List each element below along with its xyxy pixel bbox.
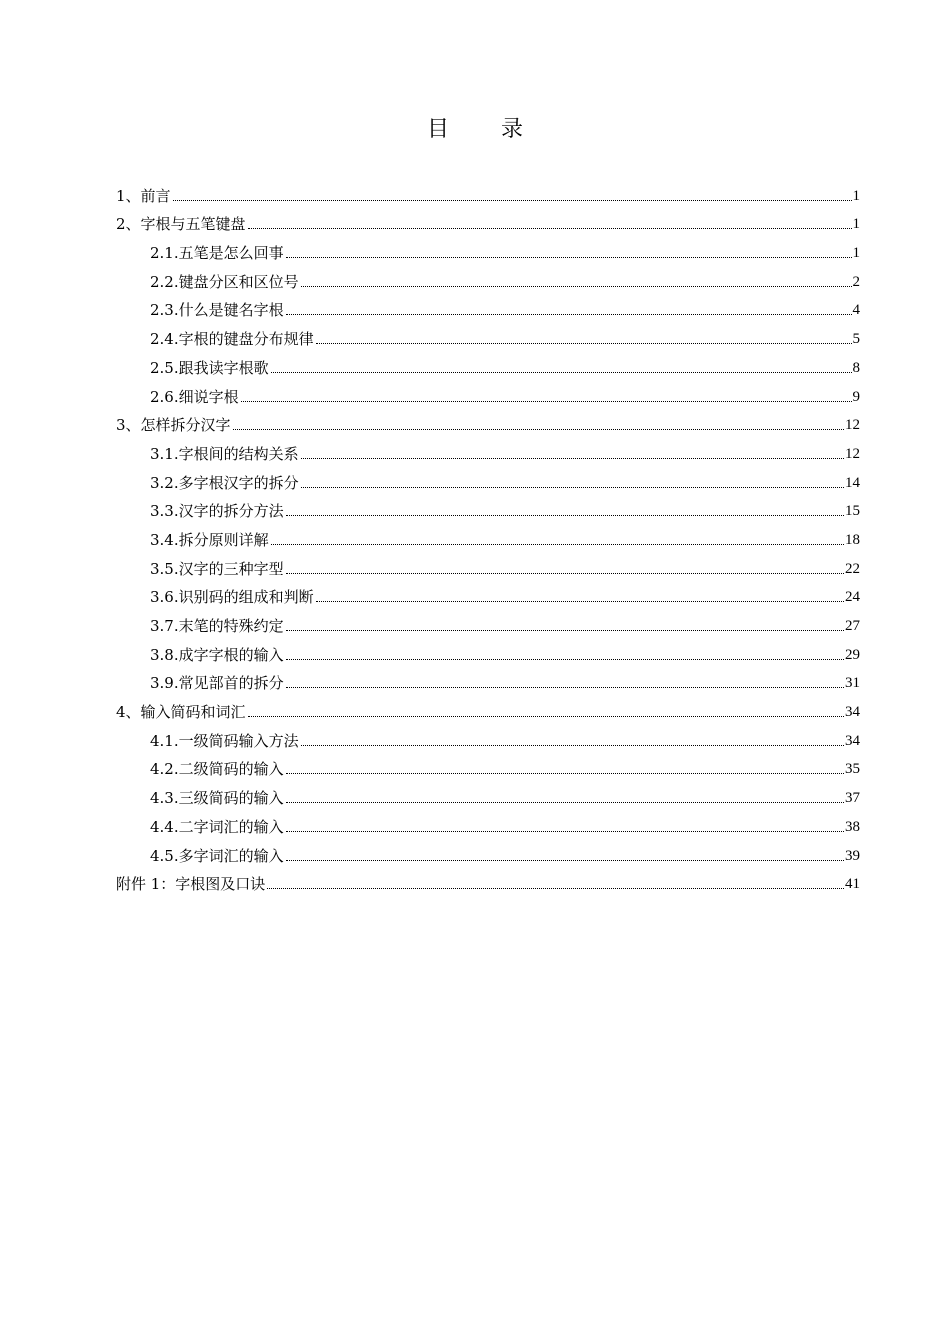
- toc-title: [0, 112, 950, 143]
- toc-entry[interactable]: [116, 176, 860, 205]
- toc-entry-label: 3.3.汉字的拆分方法: [150, 502, 284, 521]
- toc-entry-page-number: 12: [845, 417, 860, 434]
- toc-dot-leader: [286, 659, 844, 660]
- toc-dot-leader: [233, 429, 844, 430]
- toc-entry[interactable]: [116, 549, 860, 578]
- toc-entry[interactable]: [116, 233, 860, 262]
- toc-dot-leader: [286, 515, 844, 516]
- toc-entry[interactable]: [116, 262, 860, 291]
- toc-entry-page-number: 41: [845, 876, 860, 893]
- toc-dot-leader: [173, 200, 852, 201]
- toc-entry-page-number: 4: [852, 302, 860, 319]
- toc-entry-page-number: 39: [845, 847, 860, 864]
- toc-entry-label: 附件 1：字根图及口诀: [116, 875, 266, 894]
- toc-dot-leader: [271, 372, 852, 373]
- toc-dot-leader: [248, 228, 852, 229]
- toc-entry-page-number: 27: [845, 618, 860, 634]
- toc-entry-label: 2.5.跟我读字根歌: [150, 358, 269, 377]
- toc-entry-label: 4、输入简码和词汇: [116, 703, 246, 722]
- toc-dot-leader: [301, 458, 844, 459]
- toc-entry-page-number: 35: [845, 761, 860, 778]
- toc-entry[interactable]: [116, 692, 860, 721]
- toc-dot-leader: [316, 343, 852, 344]
- toc-entry-label: 3.9.常见部首的拆分: [150, 674, 284, 693]
- toc-entry[interactable]: [116, 721, 860, 750]
- toc-dot-leader: [286, 314, 852, 315]
- toc-entry[interactable]: [116, 664, 860, 693]
- toc-dot-leader: [286, 831, 844, 832]
- toc-dot-leader: [301, 745, 844, 746]
- toc-dot-leader: [286, 802, 844, 803]
- toc-entry-page-number: 29: [845, 646, 860, 663]
- toc-dot-leader: [271, 544, 844, 545]
- toc-entry-page-number: 9: [852, 388, 860, 405]
- toc-entry-label: 3.5.汉字的三种字型: [150, 559, 284, 578]
- toc-dot-leader: [301, 286, 852, 287]
- toc-dot-leader: [286, 687, 844, 688]
- toc-dot-leader: [267, 888, 844, 889]
- toc-entry-label: 2.4.字根的键盘分布规律: [150, 330, 314, 349]
- toc-entry-label: 2、字根与五笔键盘: [116, 215, 246, 234]
- toc-entry[interactable]: [116, 319, 860, 348]
- toc-entry-page-number: 38: [845, 818, 860, 835]
- toc-entry[interactable]: [116, 865, 860, 894]
- toc-entry[interactable]: [116, 348, 860, 377]
- toc-entry-page-number: 37: [845, 790, 860, 807]
- toc-entry-label: 2.2.键盘分区和区位号: [150, 272, 299, 291]
- toc-dot-leader: [241, 401, 852, 402]
- toc-entry-page-number: 1: [852, 187, 860, 204]
- toc-entry-page-number: 14: [845, 474, 860, 491]
- toc-entry[interactable]: [116, 434, 860, 463]
- toc-entry-page-number: 31: [845, 675, 860, 692]
- toc-entry-label: 3.8.成字字根的输入: [150, 645, 284, 664]
- toc-entry-page-number: 34: [845, 704, 860, 721]
- toc-entry[interactable]: [116, 520, 860, 549]
- toc-dot-leader: [286, 257, 852, 258]
- toc-dot-leader: [248, 716, 844, 717]
- toc-entry-page-number: 12: [845, 445, 860, 462]
- toc-entry-label: 2.6.细说字根: [150, 387, 239, 406]
- toc-entry[interactable]: [116, 463, 860, 492]
- toc-dot-leader: [286, 860, 844, 861]
- toc-entry-page-number: 1: [852, 216, 860, 233]
- toc-entry[interactable]: [116, 807, 860, 836]
- toc-entry-label: 4.5.多字词汇的输入: [150, 846, 284, 865]
- toc-entry[interactable]: [116, 406, 860, 435]
- toc-entry[interactable]: [116, 205, 860, 234]
- toc-entry[interactable]: [116, 492, 860, 521]
- toc-entry[interactable]: [116, 778, 860, 807]
- toc-entry-page-number: 2: [852, 273, 860, 290]
- toc-entry-label: 1、前言: [116, 186, 171, 205]
- toc-entry-label: 4.4.二字词汇的输入: [150, 817, 284, 836]
- toc-entry-label: 4.3.三级简码的输入: [150, 789, 284, 808]
- toc-entry[interactable]: [116, 291, 860, 320]
- toc-entry-page-number: 5: [852, 331, 860, 348]
- toc-title-part1: 目: [426, 117, 449, 142]
- toc-entry-label: 3、怎样拆分汉字: [116, 416, 231, 435]
- toc-entry-page-number: 15: [845, 503, 860, 520]
- toc-entry-label: 3.6.识别码的组成和判断: [150, 588, 314, 607]
- toc-title-part2: 录: [501, 117, 524, 142]
- toc-entry-page-number: 1: [852, 245, 860, 262]
- toc-entry[interactable]: [116, 578, 860, 607]
- toc-entry-label: 3.2.多字根汉字的拆分: [150, 473, 299, 492]
- toc-entry-label: 2.3.什么是键名字根: [150, 301, 284, 320]
- table-of-contents: [116, 176, 860, 893]
- toc-entry-label: 3.1.字根间的结构关系: [150, 444, 299, 463]
- toc-entry[interactable]: [116, 836, 860, 865]
- toc-entry-page-number: 18: [845, 531, 860, 548]
- toc-entry[interactable]: [116, 635, 860, 664]
- toc-entry-label: 4.2.二级简码的输入: [150, 760, 284, 779]
- toc-entry-label: 3.4.拆分原则详解: [150, 530, 269, 549]
- toc-entry-page-number: 22: [845, 560, 860, 577]
- toc-entry[interactable]: [116, 377, 860, 406]
- toc-entry-label: 2.1.五笔是怎么回事: [150, 244, 284, 263]
- toc-entry-label: 4.1.一级简码输入方法: [150, 731, 299, 750]
- toc-dot-leader: [286, 573, 844, 574]
- toc-dot-leader: [316, 601, 844, 602]
- toc-dot-leader: [301, 487, 844, 488]
- toc-dot-leader: [286, 630, 844, 631]
- toc-entry-page-number: 34: [845, 732, 860, 749]
- toc-entry-label: 3.7.末笔的特殊约定: [150, 617, 284, 635]
- toc-entry[interactable]: [116, 750, 860, 779]
- toc-entry-page-number: 24: [845, 589, 860, 606]
- toc-entry[interactable]: [116, 606, 860, 635]
- toc-entry-page-number: 8: [852, 359, 860, 376]
- toc-dot-leader: [286, 773, 844, 774]
